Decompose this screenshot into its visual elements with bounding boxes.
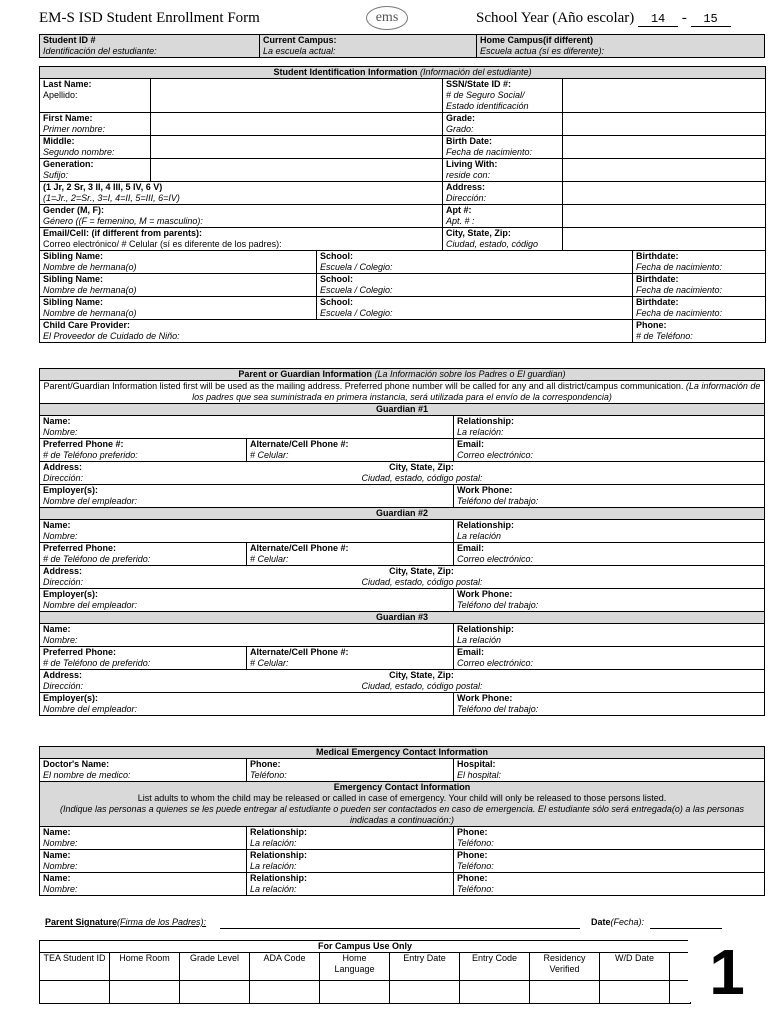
home-campus-field[interactable]: Home Campus(if different) Escuela actua (sí es diferente):: [477, 35, 765, 58]
g3-work-field[interactable]: Work Phone: Teléfono del trabajo:: [454, 693, 765, 716]
g2-email-field[interactable]: Email: Correo electrónico:: [454, 543, 765, 566]
ec3-name-field[interactable]: Name: Nombre:: [40, 873, 247, 896]
campus-use-table: [39, 940, 691, 1004]
entry-code-col: Entry Code: [460, 953, 530, 981]
g2-address-field[interactable]: Address: City, State, Zip: Dirección: Ciudad, estado, código postal:: [40, 566, 765, 589]
signature-label: Parent Signature: [45, 917, 118, 927]
city-field[interactable]: [563, 228, 766, 251]
g3-employer-field[interactable]: Employer(s): Nombre del empleador:: [40, 693, 454, 716]
g2-rel-field[interactable]: Relationship: La relación: [454, 520, 765, 543]
guardian-table: [39, 368, 765, 716]
date-field[interactable]: [591, 917, 644, 927]
generation-code: (1 Jr, 2 Sr, 3 II, 4 III, 5 IV, 6 V) (1=Jr., 2=Sr., 3=I, 4=II, 5=III, 6=IV): [40, 182, 443, 205]
school-year-label: [476, 10, 731, 27]
medical-table: [39, 746, 765, 896]
g1-alt-field[interactable]: Alternate/Cell Phone #: # Celular:: [247, 439, 454, 462]
hospital-field[interactable]: Hospital: El hospital:: [454, 759, 765, 782]
g2-phone-field[interactable]: Preferred Phone: # de Teléfono de preferido:: [40, 543, 247, 566]
ec2-phone-field[interactable]: Phone: Teléfono:: [454, 850, 765, 873]
living-with-field[interactable]: [563, 159, 766, 182]
year-dash: -: [681, 10, 687, 26]
g2-employer-field[interactable]: Employer(s): Nombre del empleador:: [40, 589, 454, 612]
campus-cell[interactable]: [250, 981, 320, 1004]
campus-cell[interactable]: [40, 981, 110, 1004]
campus-cell[interactable]: [530, 981, 600, 1004]
medical-header: Medical Emergency Contact Information: [40, 747, 765, 759]
doctor-phone-field[interactable]: Phone: Teléfono:: [247, 759, 454, 782]
g1-email-field[interactable]: Email: Correo electrónico:: [454, 439, 765, 462]
tea-id-col: TEA Student ID: [40, 953, 110, 981]
parent-section-header: Parent or Guardian Information (La Información sobre los Padres o El guardian): [40, 369, 765, 381]
email-cell-field[interactable]: Email/Cell: (if different from parents): Correo electrónico/ # Celular (sí es diferente de los padres):: [40, 228, 443, 251]
g3-address-field[interactable]: Address: City, State, Zip: Dirección: Ciudad, estado, código postal:: [40, 670, 765, 693]
generation-field[interactable]: [151, 159, 443, 182]
campus-columns: [40, 953, 691, 981]
gender-field[interactable]: Gender (M, F): Género ((F = femenino, M = masculino):: [40, 205, 443, 228]
sibling-3-field[interactable]: Sibling Name: Nombre de hermana(o): [40, 297, 317, 320]
top-info-table: [39, 34, 765, 58]
campus-cell[interactable]: [180, 981, 250, 1004]
student-section-header: Student Identification Information (Información del estudiante): [40, 67, 766, 79]
doctor-field[interactable]: Doctor's Name: El nombre de medico:: [40, 759, 247, 782]
date-label: Date: [591, 917, 611, 927]
g2-alt-field[interactable]: Alternate/Cell Phone #: # Celular:: [247, 543, 454, 566]
student-id-field[interactable]: Student ID # Identificación del estudiante:: [40, 35, 260, 58]
campus-cell[interactable]: [460, 981, 530, 1004]
wd-date-col: W/D Date: [600, 953, 670, 981]
signature-label-es: (Firma de los Padres):: [117, 917, 207, 927]
grade-field[interactable]: [563, 113, 766, 136]
first-name-field[interactable]: [151, 113, 443, 136]
guardian-1-header: Guardian #1: [40, 404, 765, 416]
campus-values-row: [40, 981, 691, 1004]
g2-work-field[interactable]: Work Phone: Teléfono del trabajo:: [454, 589, 765, 612]
campus-cell[interactable]: [320, 981, 390, 1004]
student-info-table: Student Identification Information (Información del estudiante) Last Name: Apellido: SSN/State ID #: # de Seguro Social/ Estado identificación First Name: Primer nombre: Grade: Grado: Middle: Segundo nombre: Birth Date: Fecha de nacimiento: Generation: Sufijo: Living With: reside con: (1 Jr, 2 Sr, 3 II, 4 III, 5 IV, 6 V) (1=Jr., 2=Sr., 3=I, 4=II, 5=III, 6=IV) Address: Dirección: Gender (M, F): Género ((F = femenino, M = masculino): Apt #: Apt. # : Email/Cell: (if different from parents): Correo electrónico/ # Celular (sí es diferente de los padres): City, State, Zip: Ciudad, estado, código Sibling Name: Nombre de hermana(o) School: Escuela / Colegio: Birthdate: Fecha de nacimiento: Sibling Name: Nombre de hermana(o) School: Escuela / Colegio: Birthdate: Fecha de nacimiento: Sibling Name: Nombre de hermana(o) School: Escuela / Colegio: Birthdate: Fecha de nacimiento: Child Care Provider: El Proveedor de Cuidado de Niño: Phone: # de Teléfono:: [39, 66, 766, 343]
ec2-name-field[interactable]: Name: Nombre:: [40, 850, 247, 873]
residency-col: Residency Verified: [530, 953, 600, 981]
current-campus-field[interactable]: Current Campus: La escuela actual:: [260, 35, 477, 58]
g1-address-field[interactable]: Address: City, State, Zip: Dirección: Ciudad, estado, código postal:: [40, 462, 765, 485]
g1-rel-field[interactable]: Relationship: La relación:: [454, 416, 765, 439]
campus-cell[interactable]: [600, 981, 670, 1004]
g1-work-field[interactable]: Work Phone: Teléfono del trabajo:: [454, 485, 765, 508]
ec3-phone-field[interactable]: Phone: Teléfono:: [454, 873, 765, 896]
year-start-field[interactable]: 14: [638, 12, 678, 27]
ec1-rel-field[interactable]: Relationship: La relación:: [247, 827, 454, 850]
g1-name-field[interactable]: Name: Nombre:: [40, 416, 454, 439]
ec1-name-field[interactable]: Name: Nombre:: [40, 827, 247, 850]
guardian-3-header: Guardian #3: [40, 612, 765, 624]
form-title: EM-S ISD Student Enrollment Form: [39, 10, 260, 26]
page-number: 1: [688, 940, 766, 1002]
ssn-field[interactable]: [563, 79, 766, 113]
middle-name-field[interactable]: [151, 136, 443, 159]
g2-name-field[interactable]: Name: Nombre:: [40, 520, 454, 543]
signature-line: [220, 928, 580, 929]
g3-email-field[interactable]: Email: Correo electrónico:: [454, 647, 765, 670]
parent-note: Parent/Guardian Information listed first will be used as the mailing address. Preferred phone number will be called for any and all district/campus communication. (La información de los padres que sea suministrada en primera instancia, será utilizada para el envío de la correspondencia): [40, 381, 765, 404]
campus-cell[interactable]: [390, 981, 460, 1004]
home-language-col: Home Language: [320, 953, 390, 981]
date-line: [650, 928, 722, 929]
guardian-2-header: Guardian #2: [40, 508, 765, 520]
g1-employer-field[interactable]: Employer(s): Nombre del empleador:: [40, 485, 454, 508]
birth-date-field[interactable]: [563, 136, 766, 159]
ec1-phone-field[interactable]: Phone: Teléfono:: [454, 827, 765, 850]
g1-phone-field[interactable]: Preferred Phone #: # de Teléfono preferido:: [40, 439, 247, 462]
last-name-label: Last Name: Apellido:: [40, 79, 151, 113]
sibling-1-field[interactable]: Sibling Name: Nombre de hermana(o): [40, 251, 317, 274]
sibling-1-birth-field[interactable]: Birthdate: Fecha de nacimiento:: [633, 251, 766, 274]
ems-logo: ems: [366, 6, 408, 30]
parent-signature-field[interactable]: [45, 917, 585, 927]
grade-level-col: Grade Level: [180, 953, 250, 981]
address-field[interactable]: [563, 182, 766, 205]
ec2-rel-field[interactable]: Relationship: La relación:: [247, 850, 454, 873]
ec3-rel-field[interactable]: Relationship: La relación:: [247, 873, 454, 896]
year-end-field[interactable]: 15: [691, 12, 731, 27]
campus-cell[interactable]: [110, 981, 180, 1004]
home-room-col: Home Room: [110, 953, 180, 981]
sibling-2-school-field[interactable]: School: Escuela / Colegio:: [317, 274, 633, 297]
sibling-2-field[interactable]: Sibling Name: Nombre de hermana(o): [40, 274, 317, 297]
g3-alt-field[interactable]: Alternate/Cell Phone #: # Celular:: [247, 647, 454, 670]
ssn-label: SSN/State ID #: # de Seguro Social/ Estado identificación: [443, 79, 563, 113]
entry-date-col: Entry Date: [390, 953, 460, 981]
child-care-phone-field[interactable]: Phone: # de Teléfono:: [633, 320, 766, 343]
child-care-field[interactable]: Child Care Provider: El Proveedor de Cuidado de Niño:: [40, 320, 633, 343]
sibling-3-birth-field[interactable]: Birthdate: Fecha de nacimiento:: [633, 297, 766, 320]
last-name-field[interactable]: [151, 79, 443, 113]
sibling-1-school-field[interactable]: School: Escuela / Colegio:: [317, 251, 633, 274]
campus-header: For Campus Use Only: [40, 941, 691, 953]
g3-name-field[interactable]: Name: Nombre:: [40, 624, 454, 647]
ada-code-col: ADA Code: [250, 953, 320, 981]
date-label-es: (Fecha):: [610, 917, 645, 927]
g3-rel-field[interactable]: Relationship: La relación: [454, 624, 765, 647]
apt-field[interactable]: [563, 205, 766, 228]
sibling-3-school-field[interactable]: School: Escuela / Colegio:: [317, 297, 633, 320]
emergency-header: Emergency Contact Information List adults to whom the child may be released or called in case of emergency. Your child will only be released to those persons listed. (Indique las personas a quienes se les puede entregar al estudiante o pueden ser contactados en caso de emergencia. El estudiante sólo será entregada(o) a las personas indicadas a continuación:): [40, 782, 765, 827]
g3-phone-field[interactable]: Preferred Phone: # de Teléfono de preferido:: [40, 647, 247, 670]
school-year-text: School Year (Año escolar): [476, 10, 635, 26]
sibling-2-birth-field[interactable]: Birthdate: Fecha de nacimiento:: [633, 274, 766, 297]
